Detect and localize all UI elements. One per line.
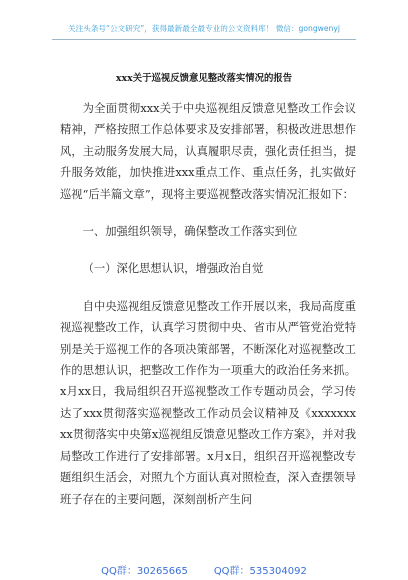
qq-group-1: QQ群：30265665 (101, 566, 188, 577)
subsection-heading: （一）深化思想认识，增强政治自觉 (82, 262, 264, 276)
header-note: 关注头条号“公文研究”，获得最新最全最专业的公文资料库！ 微信：gongwenyj (68, 24, 340, 33)
footer (0, 562, 408, 577)
body-paragraph: 自中央巡视组反馈意见整改工作开展以来，我局高度重视巡视整改工作，认真学习贯彻中央、省市从严管党治党特别是关于巡视工作的各项决策部署，不断深化对巡视整改工作的思想认识，把整改工作作为一项重大的政治任务来抓。x月xx日，我局组织召开巡视整改工作专题动员会，学习传达了xxx贯彻落实巡视整改工作动员会议精神及《xxxxxxxxx贯彻落实中央第x巡视组反馈意见整改工作方案》，并对我局整改工作进行了安排部署。x月x日，组织召开巡视整改专题组织生活会，对照九个方面认真对照检查，深入查摆领导班子存在的主要问题，深刻剖析产生问 (60, 299, 356, 506)
paragraph-gap (60, 205, 356, 221)
paragraph-gap (60, 280, 356, 296)
header-divider (52, 39, 356, 40)
section-heading: 一、加强组织领导，确保整改工作落实到位 (82, 225, 298, 239)
qq-group-2: QQ群：535304092 (213, 566, 307, 577)
paragraph-gap (60, 242, 356, 258)
document-body (60, 98, 356, 510)
intro-paragraph: 为全面贯彻xxx关于中央巡视组反馈意见整改工作会议精神，严格按照工作总体要求及安排部署，积极改进思想作风，主动服务发展大局，认真履职尽责，强化责任担当，提升服务效能，加快推进xxx重点工作、重点任务，扎实做好巡视“后半篇文章”，现将主要巡视整改落实情况汇报如下： (60, 102, 356, 201)
document-title: xxx关于巡视反馈意见整改落实情况的报告 (115, 73, 293, 84)
